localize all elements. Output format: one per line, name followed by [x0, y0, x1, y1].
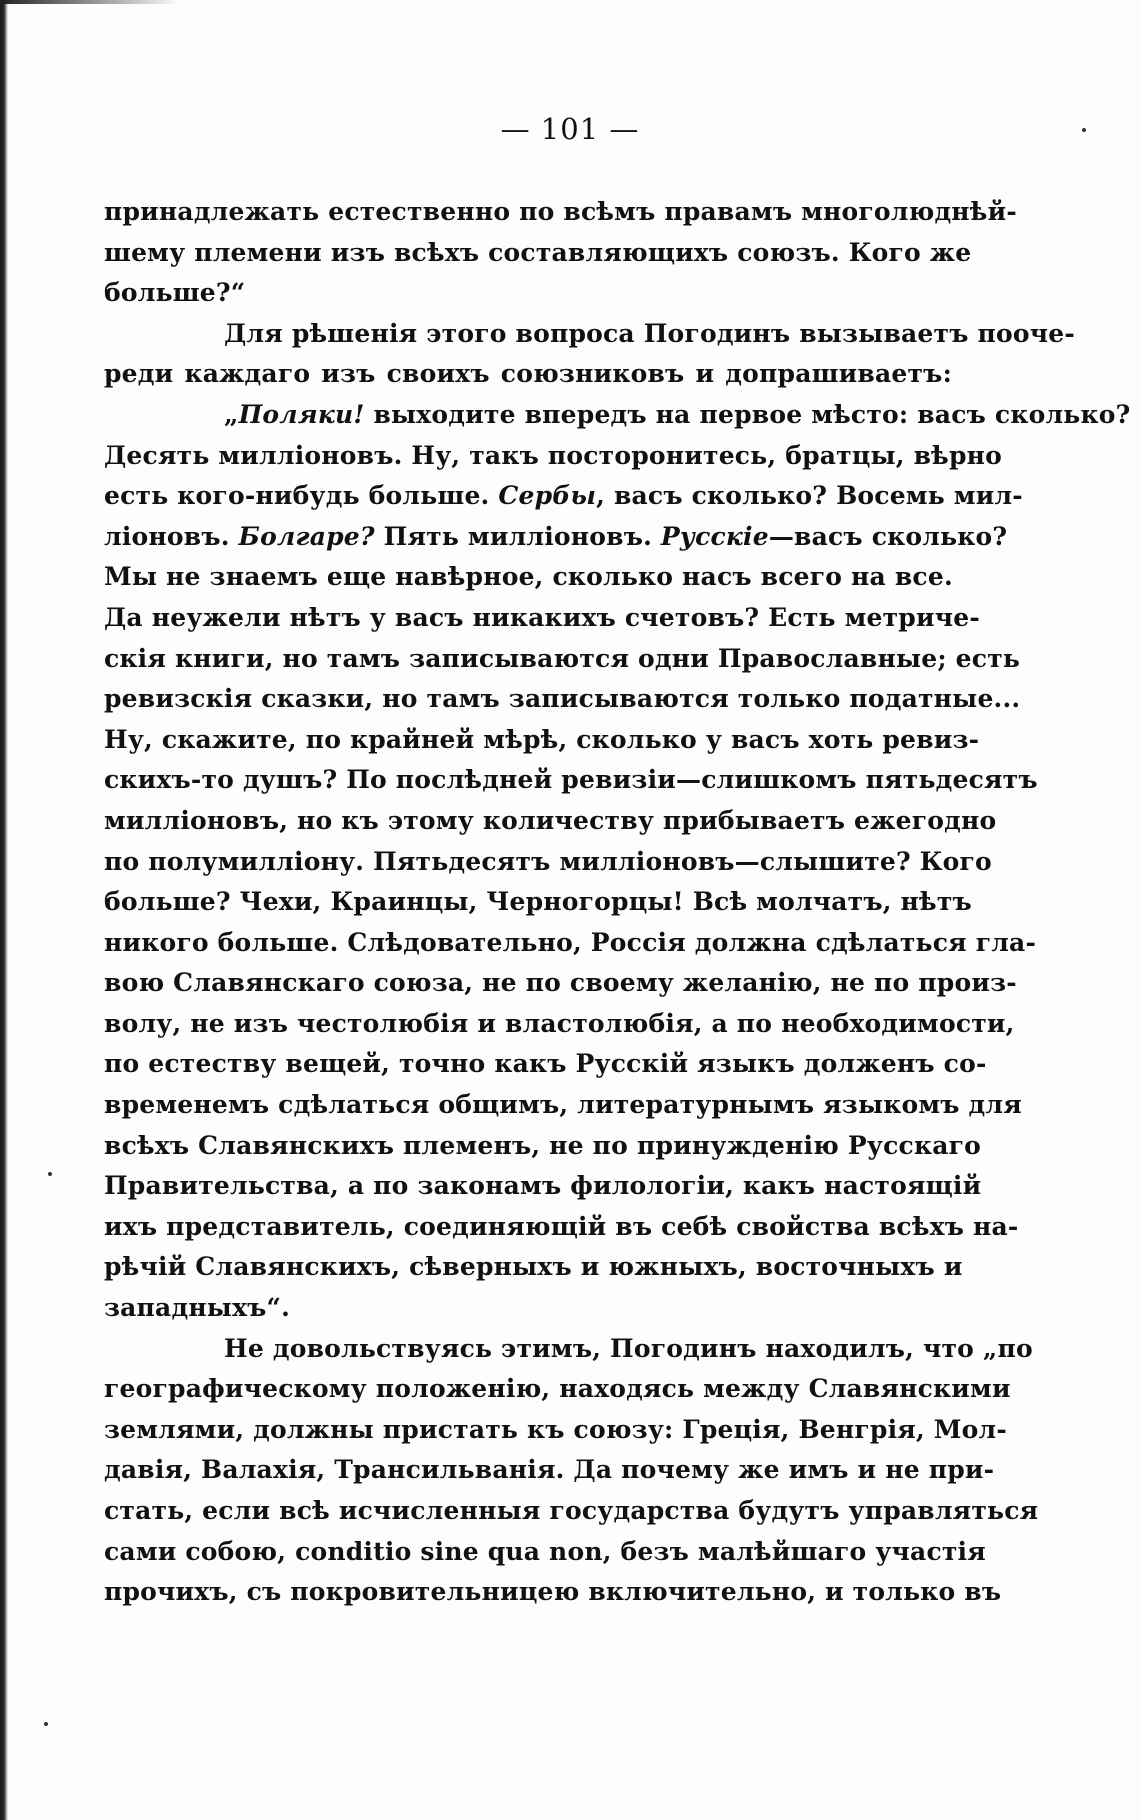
text-line: всѣхъ Славянскихъ племенъ, не по принужденію Русскаго [104, 1130, 982, 1160]
ink-speck [44, 1722, 48, 1726]
text-line: стать, если всѣ исчисленныя государства будутъ управляться [104, 1496, 1039, 1525]
italic-word: Сербы [498, 481, 597, 511]
text-line: географическому положенію, находясь между Славянскими [104, 1374, 1011, 1404]
text-line: прочихъ, съ покровительницею включительно, и только въ [104, 1577, 1002, 1607]
text-run: ліоновъ. [104, 521, 239, 551]
text-line: рѣчій Славянскихъ, сѣверныхъ и южныхъ, восточныхъ и [104, 1252, 963, 1282]
text-line: западныхъ“. [104, 1293, 291, 1323]
text-line: больше?“ [104, 278, 246, 308]
ink-speck [48, 1172, 52, 1176]
text-line: давія, Валахія, Трансильванія. Да почему же имъ и не при- [104, 1455, 995, 1485]
text-line: Да неужели нѣтъ у васъ никакихъ счетовъ? Есть метриче- [104, 602, 980, 632]
text-line [104, 395, 1131, 436]
text-line: по полумилліону. Пятьдесятъ милліоновъ—слышите? Кого [104, 846, 992, 876]
text-line: волу, не изъ честолюбія и властолюбія, а по необходимости, [104, 1008, 1015, 1038]
page-number: — 101 — [500, 112, 640, 146]
text-line: ихъ представитель, соединяющій въ себѣ свойства всѣхъ на- [104, 1211, 1019, 1241]
text-line: скихъ-то душъ? По послѣдней ревизіи—слишкомъ пятьдесятъ [104, 765, 1038, 795]
text-line: Мы не знаемъ еще навѣрное, сколько насъ всего на все. [104, 562, 953, 592]
text-line [104, 517, 1008, 558]
text-line: принадлежать естественно по всѣмъ правамъ многолюднѣй- [104, 197, 1017, 226]
text-line: реди каждаго изъ своихъ союзниковъ и допрашиваетъ: [104, 359, 952, 389]
text-run: „ [224, 399, 239, 429]
text-line: милліоновъ, но къ этому количеству прибываетъ ежегодно [104, 805, 997, 835]
page-binding-shadow [0, 0, 8, 1820]
text-run: —васъ сколько? [768, 521, 1008, 551]
text-line: сами собою, conditio sine qua non, безъ малѣйшаго участія [104, 1536, 986, 1566]
text-line: вою Славянскаго союза, не по своему желанію, не по произ- [104, 968, 1017, 998]
text-line: Для рѣшенія этого вопроса Погодинъ вызываетъ пооче- [224, 318, 1075, 348]
text-line: никого больше. Слѣдовательно, Россія должна сдѣлаться гла- [104, 927, 1037, 957]
text-run: есть кого-нибудь больше. [104, 481, 499, 511]
text-line: по естеству вещей, точно какъ Русскій языкъ долженъ со- [104, 1049, 987, 1079]
italic-word: Поляки! [238, 399, 365, 429]
text-run: Пять милліоновъ. [374, 521, 661, 551]
text-line: Правительства, а по законамъ филологіи, какъ настоящій [104, 1171, 982, 1201]
text-line: Ну, скажите, по крайней мѣрѣ, сколько у васъ хоть ревиз- [104, 724, 980, 754]
text-run: , васъ сколько? Восемь мил- [596, 481, 1023, 511]
text-line: ревизскія сказки, но тамъ записываются только податные... [104, 684, 1021, 714]
text-line: больше? Чехи, Краинцы, Черногорцы! Всѣ молчатъ, нѣтъ [104, 887, 972, 917]
text-line: землями, должны пристать къ союзу: Греція, Венгрія, Мол- [104, 1414, 1007, 1444]
text-line: временемъ сдѣлаться общимъ, литературнымъ языкомъ для [104, 1090, 1022, 1120]
italic-word: Болгаре? [238, 521, 375, 551]
text-line: скія книги, но тамъ записываются одни Православные; есть [104, 643, 1021, 673]
italic-word: Русскіе [660, 521, 769, 551]
body-text [104, 192, 1131, 1613]
text-run: выходите впередъ на первое мѣсто: васъ сколько? [364, 399, 1131, 429]
text-line: Не довольствуясь этимъ, Погодинъ находилъ, что „по [224, 1333, 1033, 1363]
text-line [104, 476, 1023, 517]
text-line: шему племени изъ всѣхъ составляющихъ союзъ. Кого же [104, 237, 972, 267]
text-line: Десять милліоновъ. Ну, такъ посторонитесь, братцы, вѣрно [104, 440, 1002, 470]
page-top-shadow [0, 0, 180, 4]
